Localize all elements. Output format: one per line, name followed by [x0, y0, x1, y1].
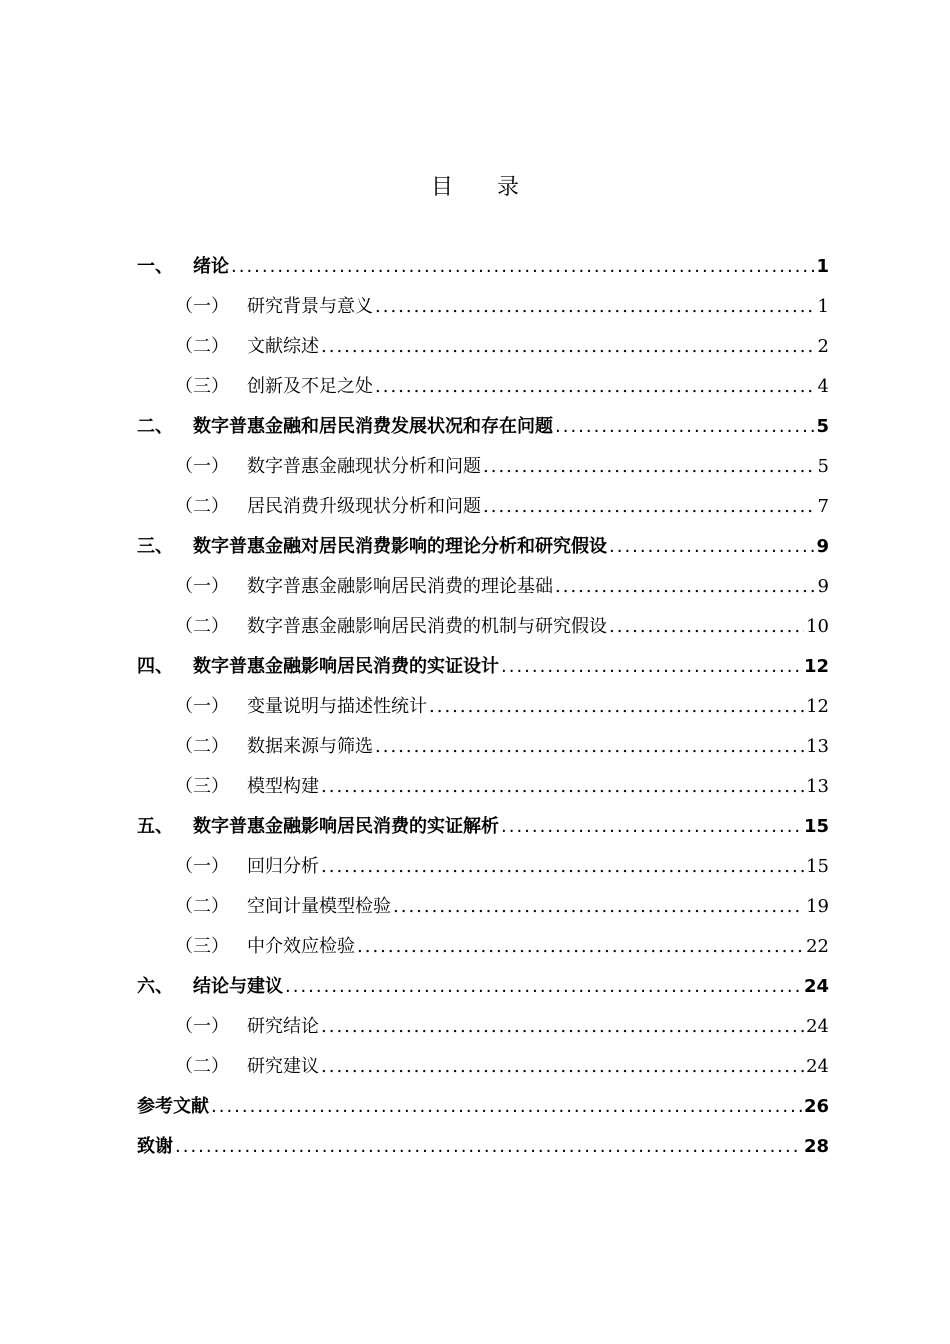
toc-page-number: 24 [806, 1056, 829, 1077]
toc-subsection-entry[interactable] [137, 607, 829, 647]
toc-page-number: 4 [817, 376, 829, 397]
toc-entry-title: 创新及不足之处 [247, 376, 373, 397]
toc-page-number: 2 [817, 336, 829, 357]
toc-dot-leader [211, 1087, 802, 1127]
toc-page-number: 13 [806, 736, 829, 757]
toc-page-number: 5 [817, 456, 829, 477]
toc-dot-leader [231, 247, 814, 287]
toc-entry-title: 研究建议 [247, 1056, 319, 1077]
toc-entry-number: （二） [175, 736, 229, 757]
toc-entry-number: （三） [175, 936, 229, 957]
toc-dot-leader [609, 527, 814, 567]
toc-entry-title: 致谢 [137, 1136, 173, 1157]
toc-entry-number: （二） [175, 616, 229, 637]
toc-entry-number: （一） [175, 296, 229, 317]
toc-dot-leader [483, 447, 816, 487]
toc-section-entry[interactable] [137, 407, 829, 447]
toc-section-entry[interactable] [137, 247, 829, 287]
toc-dot-leader [285, 967, 802, 1007]
toc-entry-title: 数字普惠金融影响居民消费的实证解析 [193, 816, 499, 837]
toc-dot-leader [429, 687, 804, 727]
toc-entry-title: 绪论 [193, 256, 229, 277]
toc-dot-leader [321, 847, 804, 887]
toc-page-number: 24 [806, 1016, 829, 1037]
toc-title-left: 目 [430, 175, 453, 200]
toc-entry-title: 数字普惠金融对居民消费影响的理论分析和研究假设 [193, 536, 607, 557]
toc-dot-leader [321, 1047, 804, 1087]
toc-subsection-entry[interactable] [137, 367, 829, 407]
toc-entry-title: 研究背景与意义 [247, 296, 373, 317]
toc-entry-title: 研究结论 [247, 1016, 319, 1037]
toc-entry-number: （一） [175, 1016, 229, 1037]
toc-page-number: 10 [806, 616, 829, 637]
toc-section-entry[interactable] [137, 967, 829, 1007]
toc-section-entry[interactable] [137, 807, 829, 847]
toc-entry-number: （一） [175, 856, 229, 877]
toc-list [137, 247, 829, 1167]
toc-subsection-entry[interactable] [137, 447, 829, 487]
toc-dot-leader [393, 887, 804, 927]
toc-entry-title: 中介效应检验 [247, 936, 355, 957]
toc-backmatter-entry[interactable] [137, 1127, 829, 1167]
toc-subsection-entry[interactable] [137, 927, 829, 967]
toc-entry-title: 参考文献 [137, 1096, 209, 1117]
toc-entry-title: 居民消费升级现状分析和问题 [247, 496, 481, 517]
toc-page-number: 26 [803, 1096, 829, 1117]
toc-dot-leader [175, 1127, 802, 1167]
toc-dot-leader [375, 367, 816, 407]
toc-subsection-entry[interactable] [137, 767, 829, 807]
toc-subsection-entry[interactable] [137, 287, 829, 327]
toc-entry-number: （三） [175, 376, 229, 397]
toc-entry-title: 空间计量模型检验 [247, 896, 391, 917]
toc-title-right: 录 [497, 175, 520, 200]
toc-entry-title: 数字普惠金融和居民消费发展状况和存在问题 [193, 416, 553, 437]
toc-entry-title: 回归分析 [247, 856, 319, 877]
toc-page-number: 19 [806, 896, 829, 917]
toc-entry-title: 数字普惠金融影响居民消费的理论基础 [247, 576, 553, 597]
toc-entry-title: 模型构建 [247, 776, 319, 797]
toc-entry-title: 数字普惠金融现状分析和问题 [247, 456, 481, 477]
toc-dot-leader [321, 1007, 804, 1047]
toc-dot-leader [609, 607, 804, 647]
toc-page-number: 15 [806, 856, 829, 877]
toc-entry-title: 变量说明与描述性统计 [247, 696, 427, 717]
toc-page-number: 15 [803, 816, 829, 837]
toc-backmatter-entry[interactable] [137, 1087, 829, 1127]
toc-page-number: 13 [806, 776, 829, 797]
toc-entry-number: 五、 [137, 816, 173, 837]
toc-entry-title: 数字普惠金融影响居民消费的机制与研究假设 [247, 616, 607, 637]
toc-dot-leader [321, 327, 816, 367]
toc-page-number: 12 [803, 656, 829, 677]
toc-section-entry[interactable] [137, 527, 829, 567]
toc-entry-number: （一） [175, 456, 229, 477]
toc-page-number: 5 [816, 416, 829, 437]
toc-subsection-entry[interactable] [137, 487, 829, 527]
toc-entry-number: （二） [175, 336, 229, 357]
toc-entry-number: （三） [175, 776, 229, 797]
toc-page-number: 1 [817, 296, 829, 317]
toc-dot-leader [357, 927, 804, 967]
toc-subsection-entry[interactable] [137, 887, 829, 927]
toc-subsection-entry[interactable] [137, 327, 829, 367]
toc-title [0, 170, 950, 201]
toc-entry-title: 数字普惠金融影响居民消费的实证设计 [193, 656, 499, 677]
toc-page-number: 1 [816, 256, 829, 277]
toc-entry-title: 结论与建议 [193, 976, 283, 997]
toc-dot-leader [483, 487, 816, 527]
toc-page-number: 22 [806, 936, 829, 957]
toc-entry-number: （一） [175, 576, 229, 597]
toc-subsection-entry[interactable] [137, 1047, 829, 1087]
toc-subsection-entry[interactable] [137, 687, 829, 727]
toc-entry-number: （一） [175, 696, 229, 717]
toc-entry-number: （二） [175, 496, 229, 517]
toc-entry-number: 二、 [137, 416, 173, 437]
toc-page-number: 7 [817, 496, 829, 517]
toc-dot-leader [555, 567, 816, 607]
toc-entry-number: 四、 [137, 656, 173, 677]
toc-entry-number: 六、 [137, 976, 173, 997]
toc-page-number: 24 [803, 976, 829, 997]
toc-dot-leader [375, 287, 816, 327]
toc-entry-number: 三、 [137, 536, 173, 557]
toc-subsection-entry[interactable] [137, 1007, 829, 1047]
toc-page-number: 12 [806, 696, 829, 717]
toc-entry-title: 数据来源与筛选 [247, 736, 373, 757]
toc-subsection-entry[interactable] [137, 567, 829, 607]
toc-section-entry[interactable] [137, 647, 829, 687]
toc-subsection-entry[interactable] [137, 727, 829, 767]
toc-page-number: 9 [817, 576, 829, 597]
toc-entry-number: （二） [175, 1056, 229, 1077]
toc-entry-title: 文献综述 [247, 336, 319, 357]
toc-dot-leader [321, 767, 804, 807]
toc-page-number: 28 [803, 1136, 829, 1157]
toc-dot-leader [501, 807, 802, 847]
toc-dot-leader [555, 407, 814, 447]
toc-page-number: 9 [816, 536, 829, 557]
toc-dot-leader [501, 647, 802, 687]
toc-dot-leader [375, 727, 804, 767]
toc-subsection-entry[interactable] [137, 847, 829, 887]
toc-entry-number: 一、 [137, 256, 173, 277]
toc-entry-number: （二） [175, 896, 229, 917]
